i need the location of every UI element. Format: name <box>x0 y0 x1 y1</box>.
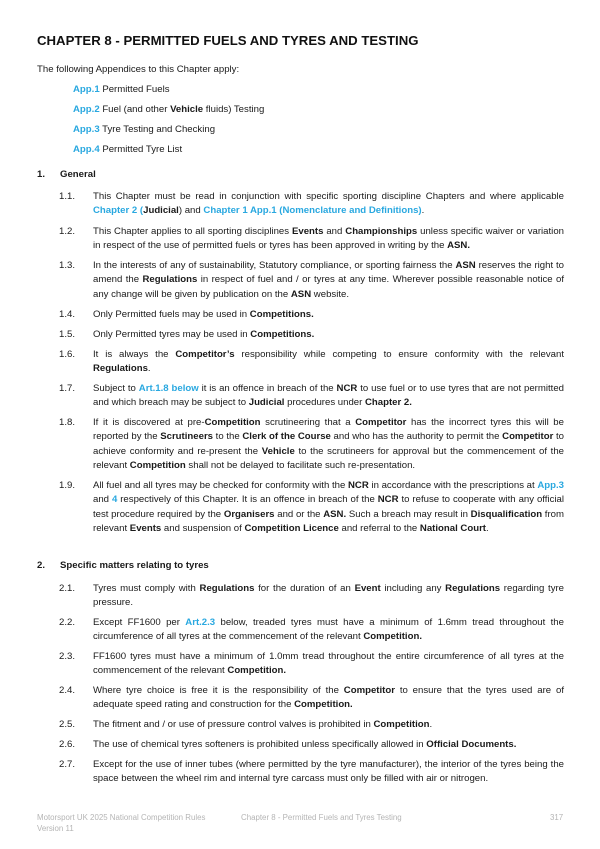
clause-number: 1.4. <box>59 309 76 320</box>
text-run: ) and <box>178 205 204 217</box>
clause-number: 1.5. <box>59 329 76 340</box>
clause-2-6 <box>59 738 564 752</box>
text-run: All fuel and all tyres may be checked for conformity with the <box>93 480 348 491</box>
clause-number: 1.1. <box>59 191 76 202</box>
clause-text <box>93 582 564 611</box>
clause-1-5 <box>59 328 564 342</box>
clause-text <box>93 718 564 732</box>
appendix-item <box>73 104 264 124</box>
defined-term: Event <box>354 583 381 594</box>
text-run: This Chapter applies to all sporting disciplines <box>93 226 292 237</box>
defined-term: Events <box>291 226 324 237</box>
defined-term: NCR <box>347 480 369 491</box>
defined-term: Competitor’s <box>175 349 235 360</box>
section-title: General <box>60 169 96 180</box>
text-run: Except FF1600 per <box>93 617 186 628</box>
clause-text <box>93 190 564 219</box>
defined-term: ASN. <box>447 240 471 252</box>
section-heading-general <box>37 169 96 180</box>
defined-term: Disqualification <box>470 508 543 520</box>
text-run: in respect of fuel and / or tyres at any time. Wherever possible reasonable notice of any change will be given by publication on the <box>93 274 564 300</box>
defined-term: Organisers <box>223 508 275 520</box>
clause-2-3 <box>59 650 564 679</box>
clause-number: 2.2. <box>59 617 76 628</box>
cross-reference-link[interactable]: App.3 <box>537 480 564 491</box>
text-run: to refuse to cooperate with any official test procedure required by the <box>93 494 564 520</box>
defined-term: National Court <box>419 522 486 534</box>
clause-text <box>93 382 564 411</box>
text-run: and or the <box>274 508 324 520</box>
text-run: below, treaded tyres must have a minimum of 1.6mm tread throughout the circumference of all tyres at the commencement of the relevant <box>93 617 564 643</box>
appendix-item <box>73 84 264 104</box>
cross-reference-link[interactable]: Chapter 1 App.1 (Nomenclature and Definitions) <box>203 205 422 217</box>
cross-reference-link[interactable]: Chapter 2 ( <box>93 205 144 217</box>
cross-reference-link[interactable]: App.3 <box>73 124 100 135</box>
cross-reference-link[interactable]: 4 <box>111 494 118 506</box>
clause-2-7 <box>59 758 564 787</box>
defined-term: Regulations <box>199 583 255 594</box>
text-run: reserves the right to amend the <box>93 260 564 286</box>
text-run: . <box>429 719 433 730</box>
clause-number: 2.5. <box>59 719 76 730</box>
clause-number: 1.8. <box>59 417 76 428</box>
clause-2-2 <box>59 616 564 645</box>
text-run: Permitted Fuels <box>99 84 170 95</box>
clause-2-1 <box>59 582 564 611</box>
text-run: unless specific waiver or variation in respect of the use of permitted fuels or tyres has been approved in writing by the <box>93 226 564 252</box>
defined-term: Regulations <box>93 363 148 375</box>
text-run: and who has the authority to permit the <box>330 431 503 443</box>
clause-text <box>93 225 564 254</box>
text-run: Fuel (and other <box>99 104 171 115</box>
defined-term: Regulations <box>142 274 198 286</box>
defined-term: Competitor <box>343 685 395 696</box>
text-run: to the scrutineers for approval but the commencement of the relevant <box>93 445 565 471</box>
text-run: responsibility while competing to ensure conformity with the relevant <box>234 349 564 360</box>
clause-number: 2.7. <box>59 759 76 770</box>
text-run: website. <box>311 288 350 300</box>
text-run: It is always the <box>93 349 176 360</box>
defined-term: Judicial <box>248 397 285 409</box>
defined-term: Competitor <box>355 417 407 428</box>
text-run: This Chapter must be read in conjunction with specific sporting discipline Chapters and where applicable <box>93 191 564 202</box>
clause-1-3 <box>59 259 564 302</box>
text-run: . <box>147 363 151 375</box>
text-run: to the <box>213 431 243 443</box>
text-run: Such a breach may result in <box>346 508 471 520</box>
clause-text <box>93 758 564 787</box>
text-run: respectively of this Chapter. It is an offence in breach of the <box>117 494 378 506</box>
footer-version: Version 11 <box>37 824 74 833</box>
clause-2-4 <box>59 684 564 713</box>
clause-number: 1.6. <box>59 349 76 360</box>
defined-term: Judicial <box>143 205 179 217</box>
defined-term: Competitor <box>502 431 554 443</box>
footer-page-number: 317 <box>550 813 564 822</box>
defined-term: Vehicle <box>261 445 295 457</box>
clause-text <box>93 348 564 377</box>
defined-term: ASN <box>455 260 476 271</box>
cross-reference-link[interactable]: App.2 <box>73 104 100 115</box>
section-number: 1. <box>37 169 46 180</box>
cross-reference-link[interactable]: App.1 <box>73 84 100 95</box>
text-run: to use fuel or to use tyres that are not permitted and which breach may be subject to <box>93 383 564 409</box>
defined-term: Competition. <box>227 665 287 677</box>
clause-text <box>93 308 564 322</box>
appendix-item <box>73 124 264 144</box>
defined-term: Events <box>129 522 162 534</box>
clause-1-2 <box>59 225 564 254</box>
clause-text <box>93 650 564 679</box>
clause-1-4 <box>59 308 564 322</box>
defined-term: Competitions. <box>249 309 314 320</box>
text-run: . <box>421 205 425 217</box>
text-run: Permitted Tyre List <box>99 144 183 155</box>
cross-reference-link[interactable]: Art.2.3 <box>185 617 216 628</box>
text-run: to achieve conformity and re-present the <box>93 431 564 457</box>
text-run: If it is discovered at pre- <box>93 417 205 428</box>
cross-reference-link[interactable]: Art.1.8 below <box>138 383 199 394</box>
clause-text <box>93 738 564 752</box>
defined-term: ASN <box>290 288 312 300</box>
defined-term: Competition. <box>363 631 422 643</box>
text-run: including any <box>380 583 446 594</box>
footer-publication <box>37 812 205 834</box>
text-run: Tyre Testing and Checking <box>99 124 216 135</box>
defined-term: NCR <box>336 383 358 394</box>
defined-term: Competition Licence <box>244 522 339 534</box>
defined-term: Clerk of the Course <box>242 431 331 443</box>
defined-term: Competition <box>129 459 186 471</box>
clause-number: 1.3. <box>59 260 76 271</box>
defined-term: ASN. <box>323 508 347 520</box>
appendix-list <box>73 84 264 164</box>
text-run: In the interests of any of sustainability, Statutory compliance, or sporting fairness the <box>93 260 456 271</box>
text-run: procedures under <box>284 397 365 409</box>
text-run: Except for the use of inner tubes (where permitted by the tyre manufacturer), the interior of the tyres being the space between the wheel rim and internal tyre carcass must only be filled with air or nitrogen. <box>93 759 564 785</box>
defined-term: Competition. <box>294 699 353 711</box>
text-run: Where tyre choice is free it is the responsibility of the <box>93 685 344 696</box>
clause-text <box>93 616 564 645</box>
text-run: for the duration of an <box>254 583 355 594</box>
defined-term: Vehicle <box>170 104 204 115</box>
clause-1-9 <box>59 479 564 536</box>
chapter-title: CHAPTER 8 - PERMITTED FUELS AND TYRES AND TESTING <box>37 33 419 48</box>
text-run: from relevant <box>93 508 564 534</box>
text-run: has the incorrect tyres this will be reported by the <box>93 417 564 443</box>
defined-term: Competition <box>204 417 261 428</box>
text-run: in accordance with the prescriptions at <box>368 480 538 491</box>
defined-term: Official Documents. <box>426 739 517 750</box>
text-run: Subject to <box>93 383 139 394</box>
text-run: it is an offence in breach of the <box>198 383 337 394</box>
clause-number: 2.3. <box>59 651 76 662</box>
defined-term: Competition <box>373 719 430 730</box>
clause-number: 2.1. <box>59 583 76 594</box>
section-heading-tyres <box>37 560 209 571</box>
text-run: fluids) Testing <box>203 104 265 115</box>
clause-text <box>93 259 564 302</box>
text-run: The fitment and / or use of pressure control valves is prohibited in <box>93 719 374 730</box>
clause-1-1 <box>59 190 564 219</box>
clause-text <box>93 684 564 713</box>
text-run: regarding tyre pressure. <box>93 583 565 609</box>
text-run: shall not be delayed to facilitate such re-presentation. <box>185 459 416 471</box>
appendix-item <box>73 144 264 164</box>
clause-number: 2.4. <box>59 685 76 696</box>
text-run: and <box>93 494 112 506</box>
text-run: and suspension of <box>161 522 245 534</box>
appendices-intro: The following Appendices to this Chapter apply: <box>37 64 240 75</box>
clause-1-7 <box>59 382 564 411</box>
text-run: Tyres must comply with <box>93 583 200 594</box>
footer-chapter: Chapter 8 - Permitted Fuels and Tyres Testing <box>241 813 402 822</box>
text-run: FF1600 tyres must have a minimum of 1.0mm tread throughout the entire circumference of all tyres at the commencement of the relevant <box>93 651 564 677</box>
clause-text <box>93 479 564 536</box>
defined-term: Scrutineers <box>160 431 214 443</box>
clause-number: 1.7. <box>59 383 76 394</box>
footer-publication-title: Motorsport UK 2025 National Competition Rules <box>37 813 206 822</box>
section-number: 2. <box>37 560 46 571</box>
text-run: Only Permitted fuels may be used in <box>93 309 250 320</box>
clause-number: 1.9. <box>59 480 76 491</box>
text-run: scrutineering that a <box>260 417 356 428</box>
defined-term: Competitions. <box>250 329 315 340</box>
text-run: and referral to the <box>338 522 420 534</box>
text-run: and <box>323 226 346 237</box>
clause-text <box>93 416 564 473</box>
text-run: Only Permitted tyres may be used in <box>93 329 251 340</box>
cross-reference-link[interactable]: App.4 <box>73 144 100 155</box>
clause-1-6 <box>59 348 564 377</box>
clause-1-8 <box>59 416 564 473</box>
clause-number: 1.2. <box>59 226 76 237</box>
defined-term: Championships <box>345 226 418 237</box>
text-run: to ensure that the tyres used are of adequate speed rating and construction for the <box>93 685 564 711</box>
clause-number: 2.6. <box>59 739 76 750</box>
text-run: . <box>486 522 489 534</box>
defined-term: Regulations <box>445 583 501 594</box>
defined-term: NCR <box>377 494 399 506</box>
clause-text <box>93 328 564 342</box>
text-run: The use of chemical tyres softeners is prohibited unless specifically allowed in <box>93 739 427 750</box>
defined-term: Chapter 2. <box>365 397 412 409</box>
section-title: Specific matters relating to tyres <box>60 560 209 571</box>
clause-2-5 <box>59 718 564 732</box>
